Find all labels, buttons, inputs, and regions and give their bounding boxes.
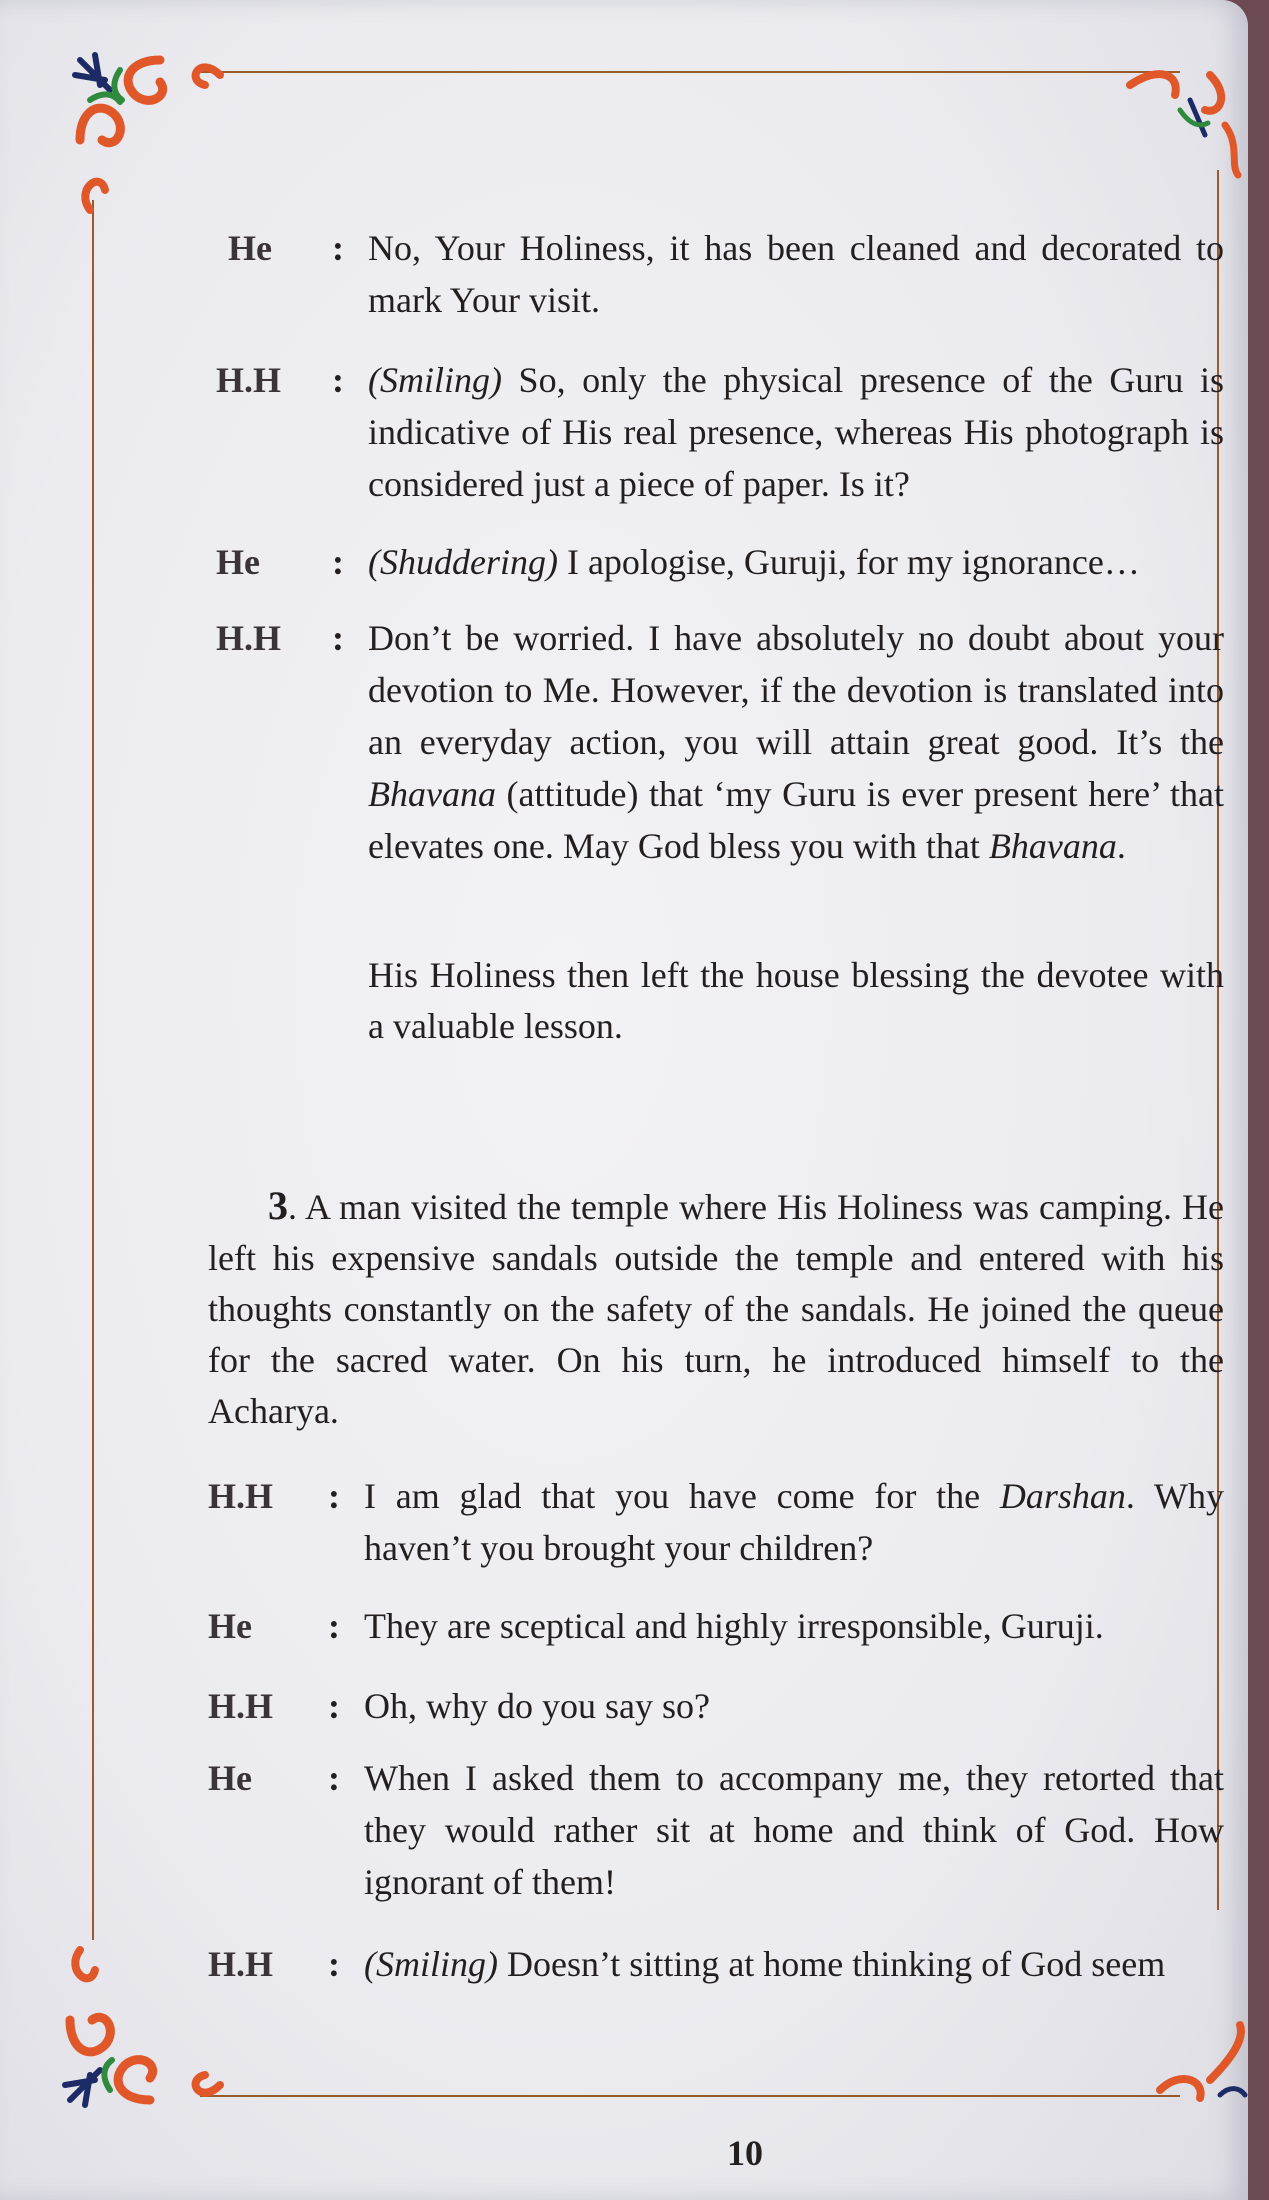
stage-direction: (Smiling) <box>368 360 502 400</box>
corner-ornament-icon <box>1150 2010 1250 2110</box>
speaker-label: He <box>208 1606 252 1646</box>
colon: : <box>332 228 344 268</box>
colon: : <box>328 1686 340 1726</box>
speech-text: Oh, why do you say so? <box>364 1686 710 1726</box>
colon: : <box>328 1758 340 1798</box>
border-bottom <box>200 2095 1180 2097</box>
section-number: 3 <box>268 1183 288 1228</box>
speaker-label: H.H <box>208 1476 274 1516</box>
speaker-label: He <box>216 542 260 582</box>
speech-text: (Shuddering) I apologise, Guruji, for my ignorance… <box>368 542 1140 582</box>
colon: : <box>328 1606 340 1646</box>
border-top <box>200 71 1180 73</box>
speaker-label: He <box>228 228 272 268</box>
border-left <box>92 200 94 1940</box>
colon: : <box>332 542 344 582</box>
colon: : <box>328 1476 340 1516</box>
speaker-label: H.H <box>216 618 282 658</box>
colon: : <box>328 1944 340 1984</box>
page-number: 10 <box>727 2133 763 2173</box>
speech-text: No, Your Holiness, it has been cleaned and decorated to mark Your visit. <box>368 228 1224 320</box>
corner-ornament-icon <box>1120 55 1250 185</box>
speaker-label: H.H <box>208 1686 274 1726</box>
section-paragraph: 3. A man visited the temple where His Holiness was camping. He left his expensive sandals outside the temple and entered with his thoughts constantly on the safety of the sandals. He joined the queue for the sacred water. On his turn, he introduced himself to the Acharya. <box>208 1183 1224 1431</box>
sanskrit-term: Bhavana <box>368 774 496 814</box>
narration-paragraph: His Holiness then left the house blessing the devotee with a valuable lesson. <box>368 955 1224 1046</box>
stage-direction: (Shuddering) <box>368 542 558 582</box>
speech-text: They are sceptical and highly irresponsible, Guruji. <box>364 1606 1104 1646</box>
corner-ornament-icon <box>60 40 260 240</box>
sanskrit-term: Darshan <box>999 1476 1126 1516</box>
speaker-label: H.H <box>216 360 282 400</box>
speech-text: (Smiling) So, only the physical presence of the Guru is indicative of His real presence, whereas His photograph is considered just a piece of paper. Is it? <box>368 360 1224 504</box>
colon: : <box>332 360 344 400</box>
speaker-label: H.H <box>208 1944 274 1984</box>
speech-text: I am glad that you have come for the Darshan. Why haven’t you brought your children? <box>364 1476 1225 1568</box>
speaker-label: He <box>208 1758 252 1798</box>
sanskrit-term: Bhavana <box>988 826 1117 866</box>
speech-text: (Smiling) Doesn’t sitting at home thinking of God seem <box>364 1944 1166 1984</box>
speech-text: Don’t be worried. I have absolutely no doubt about your devotion to Me. However, if the devotion is translated into an everyday action, you will attain great good. It’s the Bhavana (attitude) that ‘my Guru is ever present here’ that elevates one. May God bless you with that Bhavana. <box>368 618 1224 866</box>
stage-direction: (Smiling) <box>364 1944 498 1984</box>
colon: : <box>332 618 344 658</box>
speech-text: When I asked them to accompany me, they retorted that they would rather sit at home and think of God. How ignorant of them! <box>364 1758 1224 1902</box>
